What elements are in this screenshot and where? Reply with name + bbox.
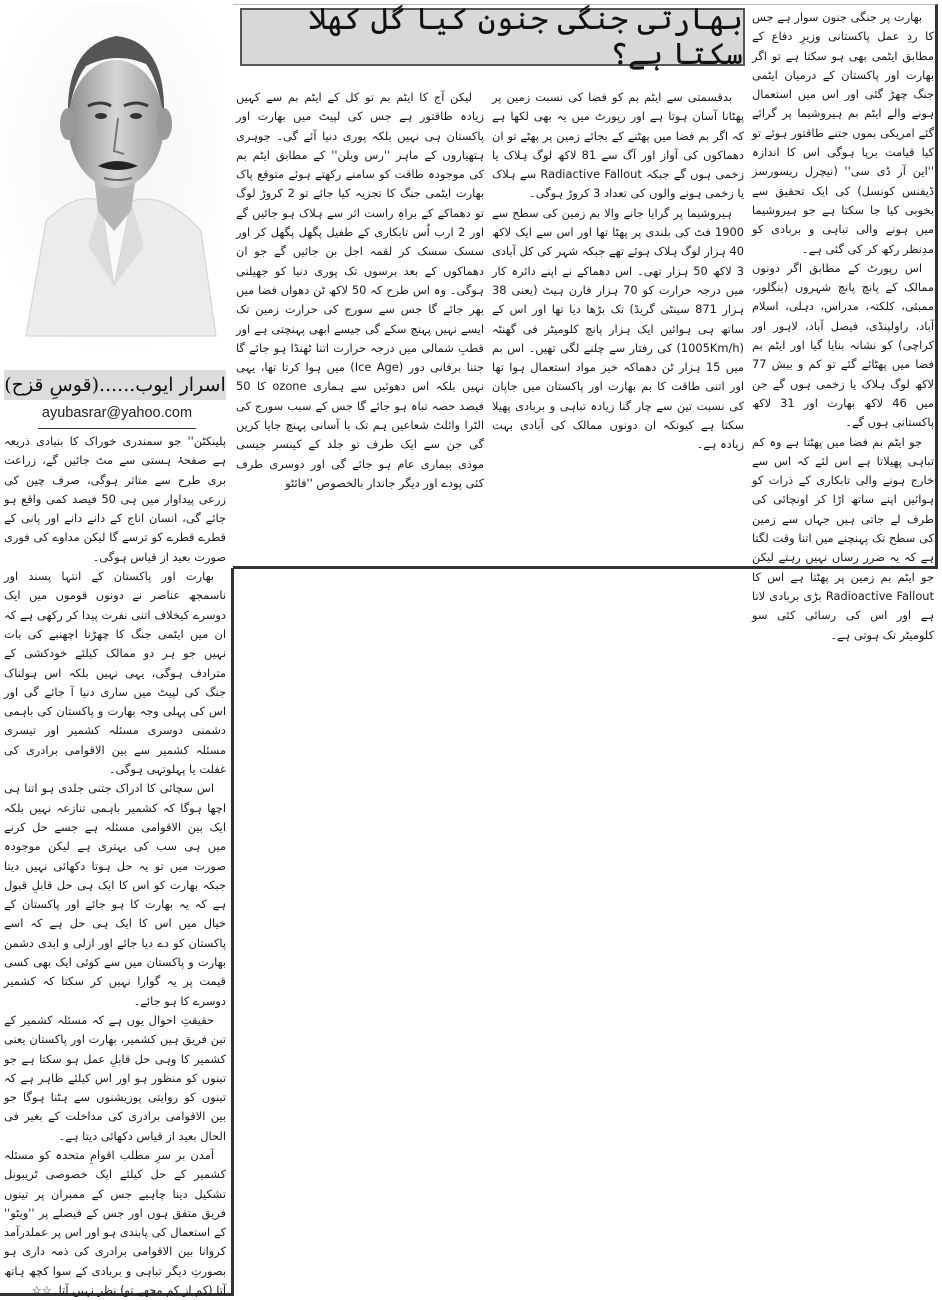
headline: بھارتی جنگی جنون کیا گل کھلا سکتا ہے؟ [308, 2, 743, 72]
paragraph: لیکن آج کا ایٹم بم تو کل کے ایٹم بم سے کہیں زیادہ طاقتور ہے جس کی لپیٹ میں بھارت اور پاکستان ہی نہیں بلکہ پوری دنیا آئے گی۔ جوہری ہتھیاروں کے ماہر ''رس ویلن'' کے مطابق ایٹم بم کی موجودہ طاقت کو سامنے رکھتے ہوئے متوقع پاک بھارت ایٹمی جنگ کا تجزیہ کیا جائے تو 2 کروڑ لوگ تو دھماکے کے براہِ راست اثر سے ہلاک ہو جائیں گے اور 2 ارب اُس تابکاری کے طفیل پگھل پگھل کر اور سسک سسک کر لقمہ اجل بن جائیں گے جو ان دھماکوں کے بعد برسوں تک پوری دنیا کو جھیلنی ہوگی۔ وہ اس طرح کہ 50 لاکھ ٹن دھواں فضا میں بھر جائے گا جس سے سورج کی حرارت زمین تک ایسے نہیں پہنچ سکے گی جیسے ابھی پہنچتی ہے اور قطبِ شمالی میں درجہ حرارت اتنا ٹھنڈا ہو جائے گا جتنا برفانی دور (Ice Age) میں ہوا کرتا تھا، یہی نہیں بلکہ اس دھوئیں سے ہماری ozone کا 50 فیصد حصہ تباہ ہو جائے گا جس کے سبب سورج کی الٹرا وائلٹ شعاعیں ہم تک با آسانی پہنچ جایا کریں گی جن سے ایک طرف تو جلد کے کینسر جیسی موذی بیماری عام ہو جائے گی اور دوسری طرف کئی پودے اور دیگر جاندار بالخصوص ''فائٹو [236, 90, 484, 490]
column-middle [492, 88, 744, 455]
paragraph: آمدن بر سرِ مطلب اقوامِ متحدہ کو مسئلہ کشمیر کے حل کیلئے ایک خصوصی ٹریبونل تشکیل دینا چاہیے جس کے ممبران پر تینوں فریق متفق ہوں اور جس کے فیصلے پر ''ویٹو'' کے استعمال کی پابندی ہو اور اس پر عملدرآمد کروانا بین الاقوامی برادری کی ذمہ داری ہو بصورتِ دیگر تباہی و بربادی کے سوا کچھ ہاتھ آتا (کم از کم مجھے تو) نظر نہیں آتا۔☆☆ [4, 1147, 226, 1298]
author-photo [6, 6, 224, 346]
paragraph: اس سچائی کا ادراک جتنی جلدی ہو اتنا ہی اچھا ہوگا کہ کشمیر باہمی تنازعہ نہیں بلکہ ایک بین الاقوامی مسئلہ ہے جسے حل کرنے میں ہی سب کی بہتری ہے لیکن موجودہ صورت میں تو یہ حل ہوتا دکھائی نہیں دیتا جبکہ بھارت کو اس کا ایک ہی حل قابلِ قبول ہے کہ یہ بھارت کا ہو جائے اور پاکستان کے خیال میں اس کا ایک ہی حل ہے کہ اسے پاکستان کو دے دیا جائے اور ازلی و ابدی دشمن بھارت و پاکستان میں سے کوئی ایک بھی کسی قیمت پر یہ گوارا نہیں کر سکتا کہ کشمیر دوسرے کا ہو جائے۔ [4, 781, 226, 1008]
paragraph: بھارت اور پاکستان کے انتہا پسند اور ناسمجھ عناصر نے دونوں قوموں میں ایک دوسرے کیخلاف اتنی نفرت پیدا کر رکھی ہے کہ ان میں ایٹمی جنگ کا چھڑنا اچھنبے کی بات نہیں جو ہر دو ممالک کیلئے خودکشی کے مترادف ہوگی، یہی نہیں بلکہ اس ہولناک جنگ کی لپیٹ میں ساری دنیا آ جائے گی اور اس کی پہلی وجہ بھارت و پاکستان کی باہمی دشمنی دوسری مسئلہ کشمیر اور تیسری مسئلہ کشمیر سے بین الاقوامی برادری کی غفلت یا پہلوتہی ہوگی۔ [4, 569, 226, 777]
portrait-illustration [6, 6, 224, 346]
paragraph: حقیقتِ احوال یوں ہے کہ مسئلہ کشمیر کے تین فریق ہیں کشمیر، بھارت اور پاکستان یعنی کشمیر کا وہی حل قابلِ عمل ہو سکتا ہے جو تینوں کو منظور ہو اور اس کیلئے ظاہر ہے کہ تینوں کو روایتی پوزیشنوں سے ہٹنا ہوگا جو بین الاقوامی برادری کی مداخلت کے بغیر فی الحال بعید از قیاس دکھائی دیتا ہے۔ [4, 1012, 226, 1143]
author-name: اسرار ایوب......(قوسِ قزح) [4, 374, 226, 396]
paragraph: اس رپورٹ کے مطابق اگر دونوں ممالک کے پانچ پانچ شہروں (بنگلور، ممبئی، کلکتہ، مدراس، دہلی، اسلام آباد، راولپنڈی، فیصل آباد، لاہور اور کراچی) کو نشانہ بنایا گیا اور ایٹم بم فضا میں پھٹائے گئے تو کم و بیش 77 لاکھ لوگ ہلاک یا زخمی ہوں گے جن میں 46 لاکھ بھارت اور 31 لاکھ پاکستانی ہوں گے۔ [752, 260, 934, 430]
column-right [752, 8, 934, 645]
column-continuation [4, 432, 226, 1300]
paragraph: پلینکٹن'' جو سمندری خوراک کا بنیادی ذریعہ ہے صفحۂ ہستی سے مٹ جائیں گے، زراعت بری طرح سے متاثر ہوگی، صرف چین کی زرعی پیداوار میں ہی 50 فیصد کمی واقع ہو جائے گی، انسان اناج کے دانے دانے اور پانی کے قطرے قطرے کو ترسے گا لیکن مداوے کی فوری صورت بعید از قیاس ہوگی۔ [4, 434, 226, 564]
paragraph: بھارت پر جنگی جنون سوار ہے جس کا ردِ عمل پاکستانی وزیرِ دفاع کے مطابق ایٹمی بھی ہو سکتا ہے تو اگر بھارت اور پاکستان کے درمیان ایٹمی جنگ چھڑ گئی اور اس میں استعمال ہونے والے ایٹم بم ہیروشیما پر گرائے گئے امریکی بموں جتنے طاقتور ہوئے تو کیا قیامت برپا ہوگی اس کا اندازہ ''این آر ڈی سی'' (نیچرل ریسورسز ڈیفنس کونسل) کی ایک تحقیق سے بخوبی کیا جا سکتا ہے جو ہیروشیما میں ہونے والی تباہی و بربادی کو مدِنظر رکھ کر کی گئی ہے۔ [752, 10, 934, 256]
email-divider [38, 428, 196, 429]
author-email[interactable]: ayubasrar@yahoo.com [41, 405, 193, 421]
column-left [236, 88, 484, 493]
byline-box [4, 370, 226, 400]
paragraph: جو ایٹم بم فضا میں پھٹتا ہے وہ کم تباہی پھیلاتا ہے اس لئے کہ اس سے خارج ہونے والی تابکاری کے ذرات کو ہوائیں اپنے ساتھ اڑا کر اونچائی کی طرف لے جاتی ہیں جہاں سے زمین کی سطح تک پہنچنے میں اتنا وقت لگتا ہے کہ یہ ضرر رساں نہیں رہتے لیکن جو ایٹم بم زمین پر پھٹتا ہے اس کا Radioactive Fallout بڑی بربادی لاتا ہے اور اس کی رسائی کئی سو کلومیٹر تک ہوتی ہے۔ [752, 434, 934, 642]
paragraph: ہیروشیما پر گرایا جانے والا بم زمین کی سطح سے 1900 فٹ کی بلندی پر پھٹا تھا اور اس سے ایک لاکھ 40 ہزار لوگ ہلاک ہوئے تھے جبکہ شہر کی کل آبادی 3 لاکھ 50 ہزار تھی۔ اس دھماکے نے اپنے دائرہ کار میں درجہ حرارت کو 70 ہزار فارن ہیٹ (یعنی 38 ہزار 871 سینٹی گریڈ) تک بڑھا دیا تھا اور اس کے ساتھ ہی ہوائیں ایک ہزار پانچ کلومیٹر فی گھنٹہ (1005Km/h) کی رفتار سے چلنے لگی تھیں۔ اس بم میں 15 ہزار ٹن دھماکہ خیز مواد استعمال ہوا تھا اور اتنی طاقت کا بم بھارت اور پاکستان میں جاپان کی نسبت تین سے چار گنا زیادہ تباہی و بربادی پھیلا سکتا ہے کیونکہ ان دونوں ممالک کی آبادی بہت زیادہ ہے۔ [492, 205, 744, 452]
headline-box [240, 2, 745, 72]
paragraph: بدقسمتی سے ایٹم بم کو فضا کی نسبت زمین پر پھٹانا آسان ہوتا ہے اور رپورٹ میں یہ بھی لکھا ہے کہ اگر بم فضا میں پھٹنے کے بجائے زمین پر پھٹے تو ان دھماکوں کی آواز اور آگ سے 81 لاکھ لوگ ہلاک یا زخمی ہوں گے جبکہ Radiactive Fallout سے ہلاک یا زخمی ہونے والوں کی تعداد 3 کروڑ ہوگی۔ [492, 90, 744, 201]
